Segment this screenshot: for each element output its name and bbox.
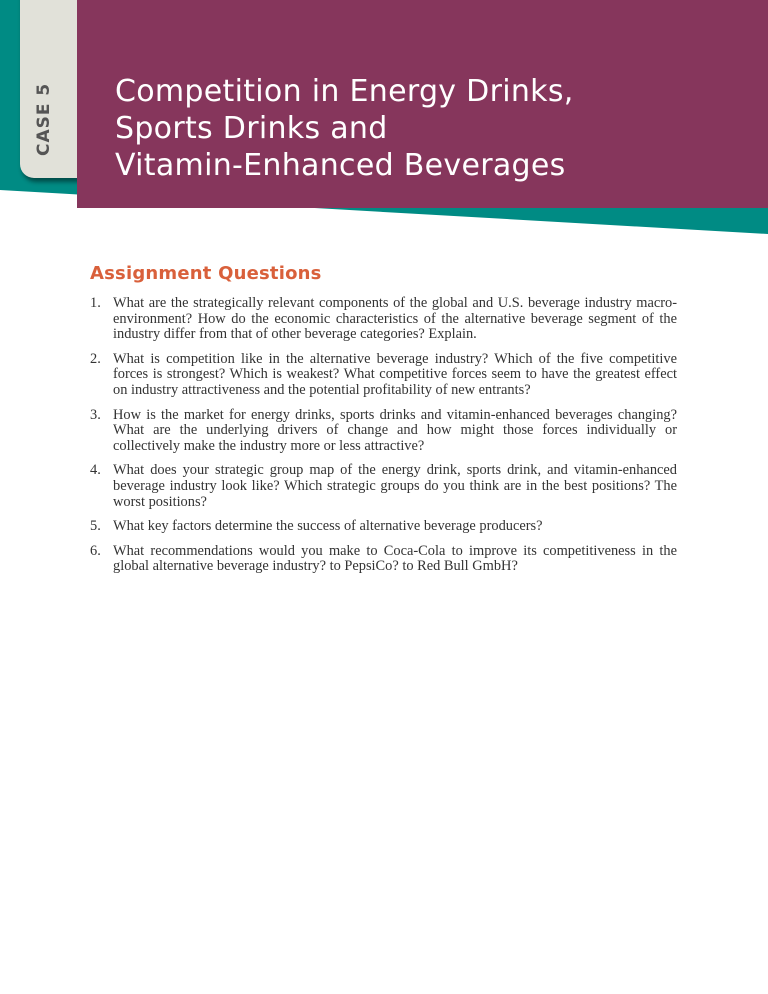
question-text: What is competition like in the alternative beverage industry? Which of the five competitive forces is strongest? Which is weakest? What competitive forces seem to have the greatest effect on industry attractiveness and the potential profitability of new entrants? (113, 350, 677, 398)
question-item (90, 352, 677, 399)
question-number: 2. (90, 350, 101, 367)
question-number: 4. (90, 462, 101, 479)
question-number: 3. (90, 406, 101, 423)
question-item (90, 463, 677, 510)
question-text: What does your strategic group map of the energy drink, sports drink, and vitamin-enhanced beverage industry look like? Which strategic groups do you think are in the best positions? The worst positions? (113, 462, 677, 510)
case-title-line-2: Sports Drinks and (115, 111, 388, 146)
case-number-label: CASE 5 (34, 82, 54, 156)
question-number: 5. (90, 518, 101, 535)
question-number: 1. (90, 295, 101, 311)
question-item (90, 296, 677, 343)
case-title-line-1: Competition in Energy Drinks, (115, 74, 574, 109)
question-text: What key factors determine the success of alternative beverage producers? (113, 518, 543, 535)
question-number: 6. (90, 542, 101, 559)
question-item (90, 519, 677, 535)
question-item (90, 544, 677, 575)
case-title (115, 73, 574, 184)
assignment-questions-list (90, 296, 677, 584)
question-item (90, 408, 677, 455)
section-heading: Assignment Questions (90, 263, 322, 284)
title-banner (77, 0, 768, 208)
question-text: What are the strategically relevant components of the global and U.S. beverage industry macro-environment? How do the economic characteristics of the alternative beverage segment of the industry differ from that of other beverage categories? Explain. (113, 295, 677, 343)
question-text: What recommendations would you make to Coca-Cola to improve its competitiveness in the global alternative beverage industry? to PepsiCo? to Red Bull GmbH? (113, 542, 677, 575)
case-title-line-3: Vitamin-Enhanced Beverages (115, 148, 566, 183)
question-text: How is the market for energy drinks, sports drinks and vitamin-enhanced beverages changing? What are the underlying drivers of change and how might those forces individually or collectively make the industry more or less attractive? (113, 406, 677, 454)
